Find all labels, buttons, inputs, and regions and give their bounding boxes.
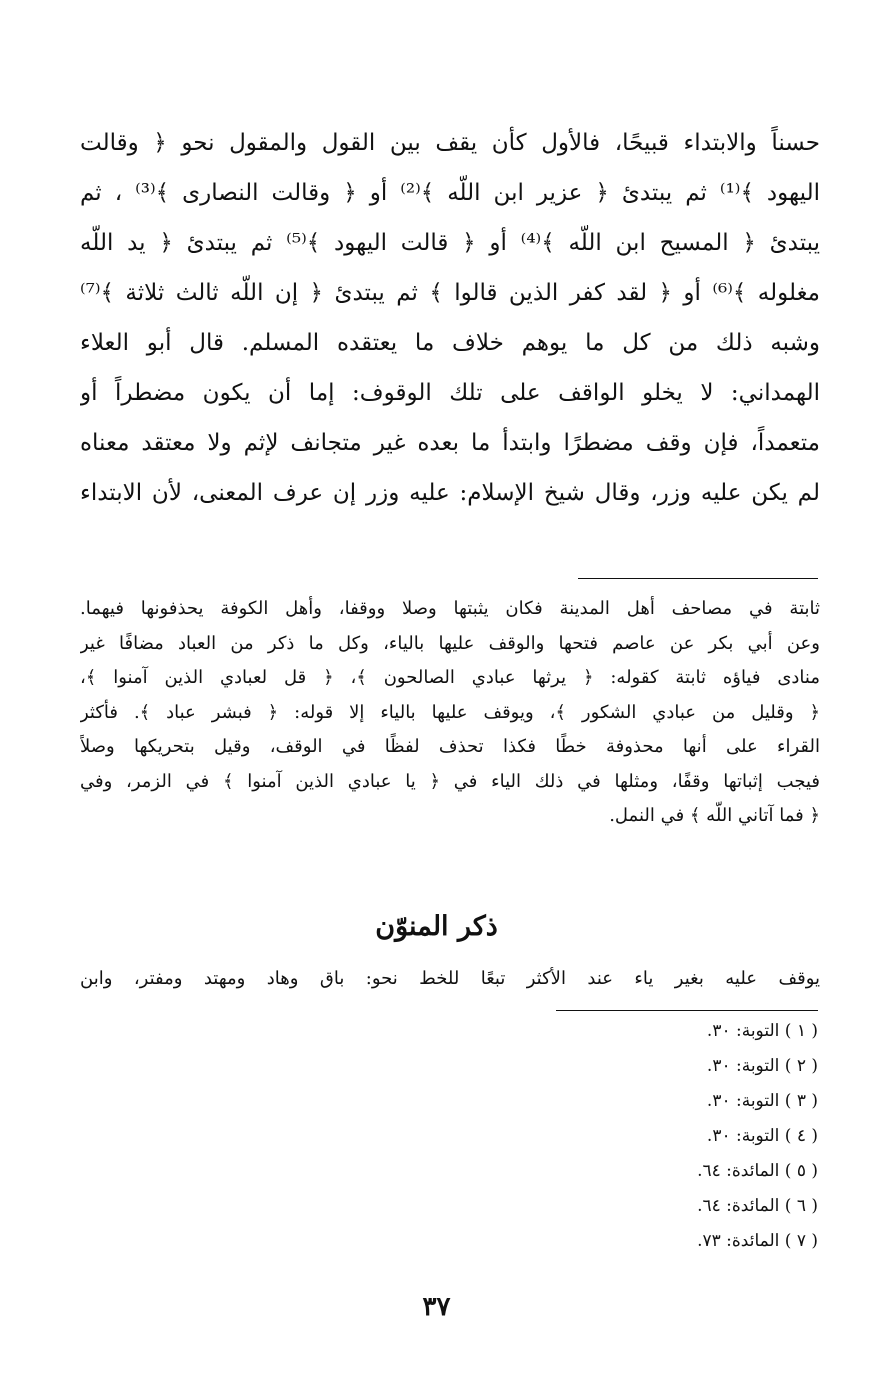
main-text-line: اليهود ﴾⁽¹⁾ ثم يبتدئ ﴿ عزير ابن اللّه ﴾⁽²⁾ أو ﴿ وقالت النصارى ﴾⁽³⁾ ، ثم (80, 180, 820, 206)
page-number: ٣٧ (422, 1292, 451, 1322)
reference-item: ( ٧ ) المائدة: ٧٣. (697, 1231, 818, 1251)
section-heading: ذكر المنوّن (375, 911, 498, 942)
reference-item: ( ٥ ) المائدة: ٦٤. (697, 1161, 818, 1181)
main-text-line: وشبه ذلك من كل ما يوهم خلاف ما يعتقده المسلم. قال أبو العلاء (80, 330, 820, 356)
reference-item: ( ٢ ) التوبة: ٣٠. (706, 1056, 818, 1076)
main-text-line: حسناً والابتداء قبيحًا، فالأول كأن يقف بين القول والمقول نحو ﴿ وقالت (80, 130, 820, 156)
main-text-line: متعمداً، فإن وقف مضطرًا وابتدأ ما بعده غير متجانف لإثم ولا معتقد معناه (80, 430, 820, 456)
footnote-line: منادى فياؤه ثابتة كقوله: ﴿ يرثها عبادي الصالحون ﴾، ﴿ قل لعبادي الذين آمنوا ﴾، (80, 667, 820, 688)
footnote-line: ﴿ وقليل من عبادي الشكور ﴾، ويوقف عليها بالياء إلا قوله: ﴿ فبشر عباد ﴾. فأكثر (80, 701, 820, 723)
main-text-line: لم يكن عليه وزر، وقال شيخ الإسلام: عليه وزر إن عرف المعنى، لأن الابتداء (80, 480, 820, 506)
reference-item: ( ٤ ) التوبة: ٣٠. (706, 1126, 818, 1146)
footnote-line: ثابتة في مصاحف أهل المدينة فكان يثبتها وصلا ووقفا، وأهل الكوفة يحذفونها فيهما. (80, 598, 820, 619)
footnote-divider (578, 578, 818, 579)
reference-item: ( ١ ) التوبة: ٣٠. (706, 1021, 818, 1041)
main-text-line: الهمداني: لا يخلو الواقف على تلك الوقوف: إما أن يكون مضطراً أو (80, 380, 820, 406)
footnote-line: وعن أبي بكر عن عاصم فتحها والوقف عليها بالياء، وكل ما ذكر من العباد مضافًا غير (80, 632, 820, 654)
footnote-line: القراء على أنها محذوفة خطًا فكذا تحذف لفظًا في الوقف، وقيل بتحريكها وصلاً (80, 736, 820, 757)
footnote-continuation (80, 592, 820, 834)
reference-item: ( ٦ ) المائدة: ٦٤. (697, 1196, 818, 1216)
main-text-block (80, 118, 820, 518)
footnote-line: ﴿ فما آتاني اللّه ﴾ في النمل. (609, 805, 820, 826)
main-text-line: مغلوله ﴾⁽⁶⁾ أو ﴿ لقد كفر الذين قالوا ﴾ ثم يبتدئ ﴿ إن اللّه ثالث ثلاثة ﴾⁽⁷⁾ (80, 280, 820, 306)
reference-list (697, 1014, 818, 1259)
footnote-line: فيجب إثباتها وقفًا، ومثلها في ذلك الياء في ﴿ يا عبادي الذين آمنوا ﴾ في الزمر، وفي (80, 770, 820, 792)
reference-item: ( ٣ ) التوبة: ٣٠. (706, 1091, 818, 1111)
references-divider (556, 1010, 818, 1011)
section-intro: يوقف عليه بغير ياء عند الأكثر تبعًا للخط نحو: باق وهاد ومهتد ومفتر، وابن (80, 968, 820, 989)
main-text-line: يبتدئ ﴿ المسيح ابن اللّه ﴾⁽⁴⁾ أو ﴿ قالت اليهود ﴾⁽⁵⁾ ثم يبتدئ ﴿ يد اللّه (80, 230, 820, 256)
